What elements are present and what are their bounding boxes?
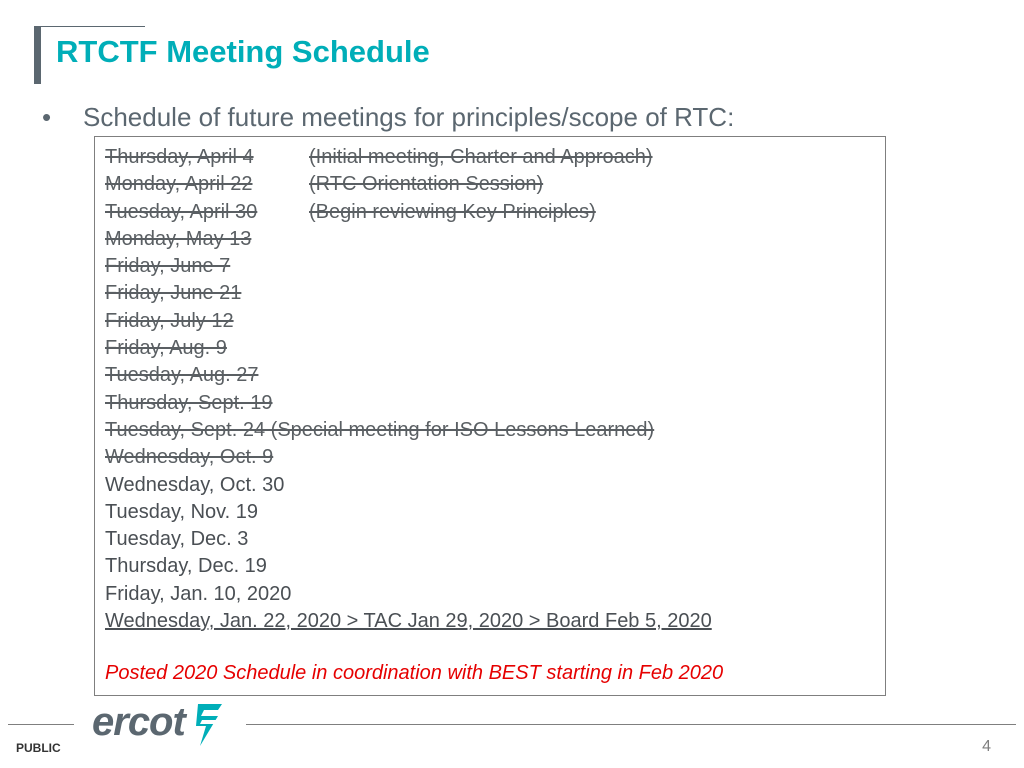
schedule-row (105, 445, 879, 472)
schedule-row (105, 336, 879, 363)
footer-divider-left (8, 724, 74, 725)
schedule-date: Thursday, Dec. 19 (105, 555, 267, 578)
bullet-dot: • (42, 102, 52, 132)
schedule-row (105, 200, 879, 227)
schedule-list (105, 145, 879, 636)
schedule-row (105, 473, 879, 500)
schedule-row (105, 309, 879, 336)
schedule-date: Tuesday, Sept. 24 (Special meeting for ISO Lessons Learned) (105, 418, 655, 441)
schedule-date: Thursday, April 4 (105, 146, 254, 168)
schedule-date: Tuesday, April 30 (105, 200, 258, 223)
schedule-date: Monday, April 22 (105, 173, 253, 196)
schedule-row (105, 609, 879, 636)
page-number: 4 (982, 738, 991, 755)
schedule-date: Friday, Jan. 10, 2020 (105, 582, 292, 605)
schedule-date: Friday, Aug. 9 (105, 337, 227, 360)
title-accent-bar (34, 26, 41, 84)
schedule-date: Friday, July 12 (105, 309, 234, 332)
schedule-note: (Begin reviewing Key Principles) (309, 200, 596, 223)
schedule-row (105, 281, 879, 308)
schedule-row (105, 500, 879, 527)
schedule-date: Tuesday, Nov. 19 (105, 500, 259, 523)
schedule-date: Wednesday, Oct. 9 (105, 446, 274, 469)
schedule-row (105, 227, 879, 254)
posted-schedule-note: Posted 2020 Schedule in coordination with BEST starting in Feb 2020 (105, 662, 724, 684)
schedule-date: Friday, June 21 (105, 282, 242, 305)
schedule-row (105, 554, 879, 581)
schedule-box (94, 136, 886, 696)
title-accent-line (41, 26, 145, 27)
schedule-date: Friday, June 7 (105, 255, 231, 278)
page-title: RTCTF Meeting Schedule (56, 34, 430, 69)
schedule-row (105, 254, 879, 281)
schedule-date: Thursday, Sept. 19 (105, 391, 273, 414)
schedule-date: Wednesday, Oct. 30 (105, 473, 285, 496)
bullet-text: Schedule of future meetings for principles/scope of RTC: (83, 102, 735, 132)
schedule-row (105, 145, 879, 172)
lightning-bolt-icon (192, 702, 228, 748)
schedule-row (105, 391, 879, 418)
schedule-date: Wednesday, Jan. 22, 2020 > TAC Jan 29, 2020 > Board Feb 5, 2020 (105, 610, 712, 633)
schedule-row (105, 527, 879, 554)
schedule-row (105, 582, 879, 609)
schedule-row (105, 418, 879, 445)
schedule-date: Tuesday, Dec. 3 (105, 528, 249, 551)
logo-wordmark: ercot (92, 700, 185, 744)
footer-divider-right (246, 724, 1016, 725)
schedule-note: (Initial meeting, Charter and Approach) (309, 146, 653, 168)
schedule-date: Monday, May 13 (105, 227, 252, 250)
schedule-date: Tuesday, Aug. 27 (105, 364, 259, 387)
schedule-row (105, 363, 879, 390)
classification-label: PUBLIC (16, 741, 61, 755)
ercot-logo (92, 700, 242, 752)
schedule-note: (RTC Orientation Session) (309, 173, 544, 196)
schedule-row (105, 172, 879, 199)
